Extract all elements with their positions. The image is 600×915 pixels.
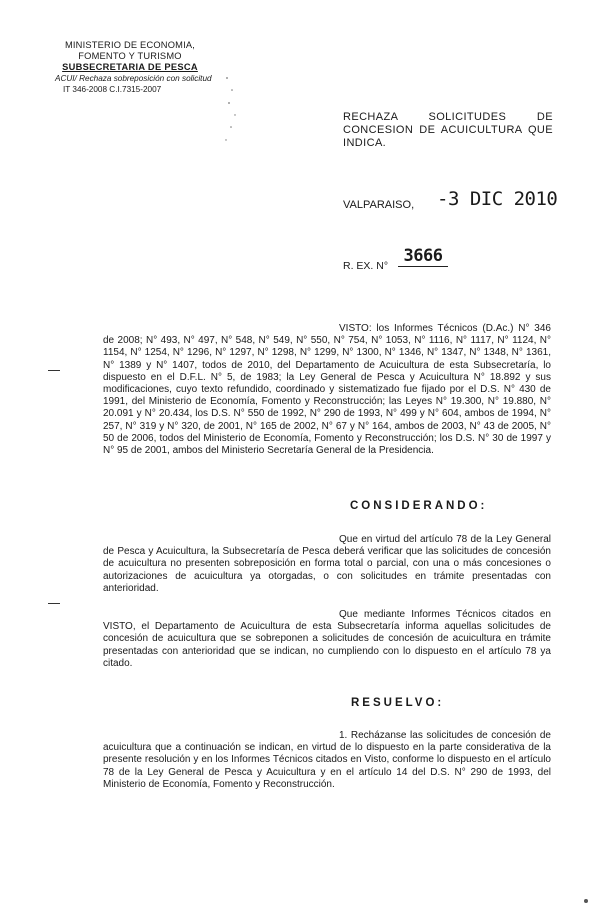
resuelvo-heading: RESUELVO: — [351, 697, 445, 709]
considerando-paragraph-1: Que en virtud del artículo 78 de la Ley General de Pesca y Acuicultura, la Subsecretaría de Pesca deberá verificar que las solicitudes de concesión de acuicultura no presenten sobreposición en forma total o parcial, con una o más concesiones o autorizaciones de acuicultura ya otorgadas, o con solicitudes en trámite presentadas con anterioridad. — [103, 534, 551, 594]
considerando-paragraph-2: Que mediante Informes Técnicos citados en VISTO, el Departamento de Acuicultura de esta Subsecretaría informa aquellas solicitudes de concesión de acuicultura que se sobreponen a solicitudes de concesión de acuicultura en trámite presentadas con anterioridad que se indican, no cumpliendo con lo dispuesto en el artículo 78 ya citado. — [103, 609, 551, 669]
document-title: RECHAZA SOLICITUDES DE CONCESION DE ACUICULTURA QUE INDICA. — [343, 111, 553, 149]
place: VALPARAISO, — [343, 199, 415, 211]
file-reference: IT 346-2008 C.I.7315-2007 — [63, 85, 162, 94]
margin-mark — [48, 603, 60, 604]
subsecretaria-name: SUBSECRETARIA DE PESCA — [62, 62, 198, 72]
stamp-marks-icon — [205, 70, 245, 150]
resolution-number: 3666 — [398, 246, 448, 267]
ministry-subtitle: FOMENTO Y TURISMO — [78, 51, 182, 61]
considerando-heading: CONSIDERANDO: — [350, 500, 488, 512]
ministry-name: MINISTERIO DE ECONOMIA, — [64, 40, 196, 50]
scan-speck-icon — [578, 893, 594, 909]
resuelvo-paragraph-1: 1. Recházanse las solicitudes de concesión de acuicultura que a continuación se indican, en virtud de lo dispuesto en la parte considerativa de la presente resolución y en los Informes Técnicos citados en Visto, conforme lo dispuesto en el artículo 78 de la Ley General de Pesca y Acuicultura y en el artículo 14 del D.S. N° 290 de 1993, del Ministerio de Economía, Fomento y Reconstrucción. — [103, 730, 551, 790]
reference-line: ACUI/ Rechaza sobreposición con solicitud — [55, 74, 212, 83]
visto-paragraph: VISTO: los Informes Técnicos (D.Ac.) N° 346 de 2008; N° 493, N° 497, N° 548, N° 549, N° 550, N° 754, N° 1053, N° 1116, N° 1117, N° 1124, N° 1154, N° 1254, N° 1296, N° 1297, N° 1298, N° 1299, N° 1300, N° 1346, N° 1347, N° 1348, N° 1361, N° 1389 y N° 1407, todos de 2010, del Departamento de Acuicultura de esta Subsecretaría, lo dispuesto en el D.F.L. N° 5, de 1983; la Ley General de Pesca y Acuicultura N° 18.892 y sus modificaciones, cuyo texto refundido, coordinado y sistematizado fue fijado por el D.S. N° 430 de 1991, del Ministerio de Economía, Fomento y Reconstrucción; las Leyes N° 19.300, N° 19.880, N° 20.091 y N° 20.434, los D.S. N° 550 de 1992, N° 290 de 1993, N° 499 y N° 604, ambos de 1994, N° 257, N° 319 y N° 320, de 2001, N° 165 de 2002, N° 67 y N° 164, ambos de 2003, N° 43 de 2005, N° 50 de 2006, todos del Ministerio de Economía, Fomento y Reconstrucción; los D.S. N° 30 de 1997 y N° 95 de 2001, ambos del Ministerio Secretaría General de la Presidencia. — [103, 323, 551, 457]
resolution-label: R. EX. N° — [343, 260, 389, 272]
margin-mark — [48, 370, 60, 371]
issue-date-stamp: -3 DIC 2010 — [437, 188, 558, 210]
